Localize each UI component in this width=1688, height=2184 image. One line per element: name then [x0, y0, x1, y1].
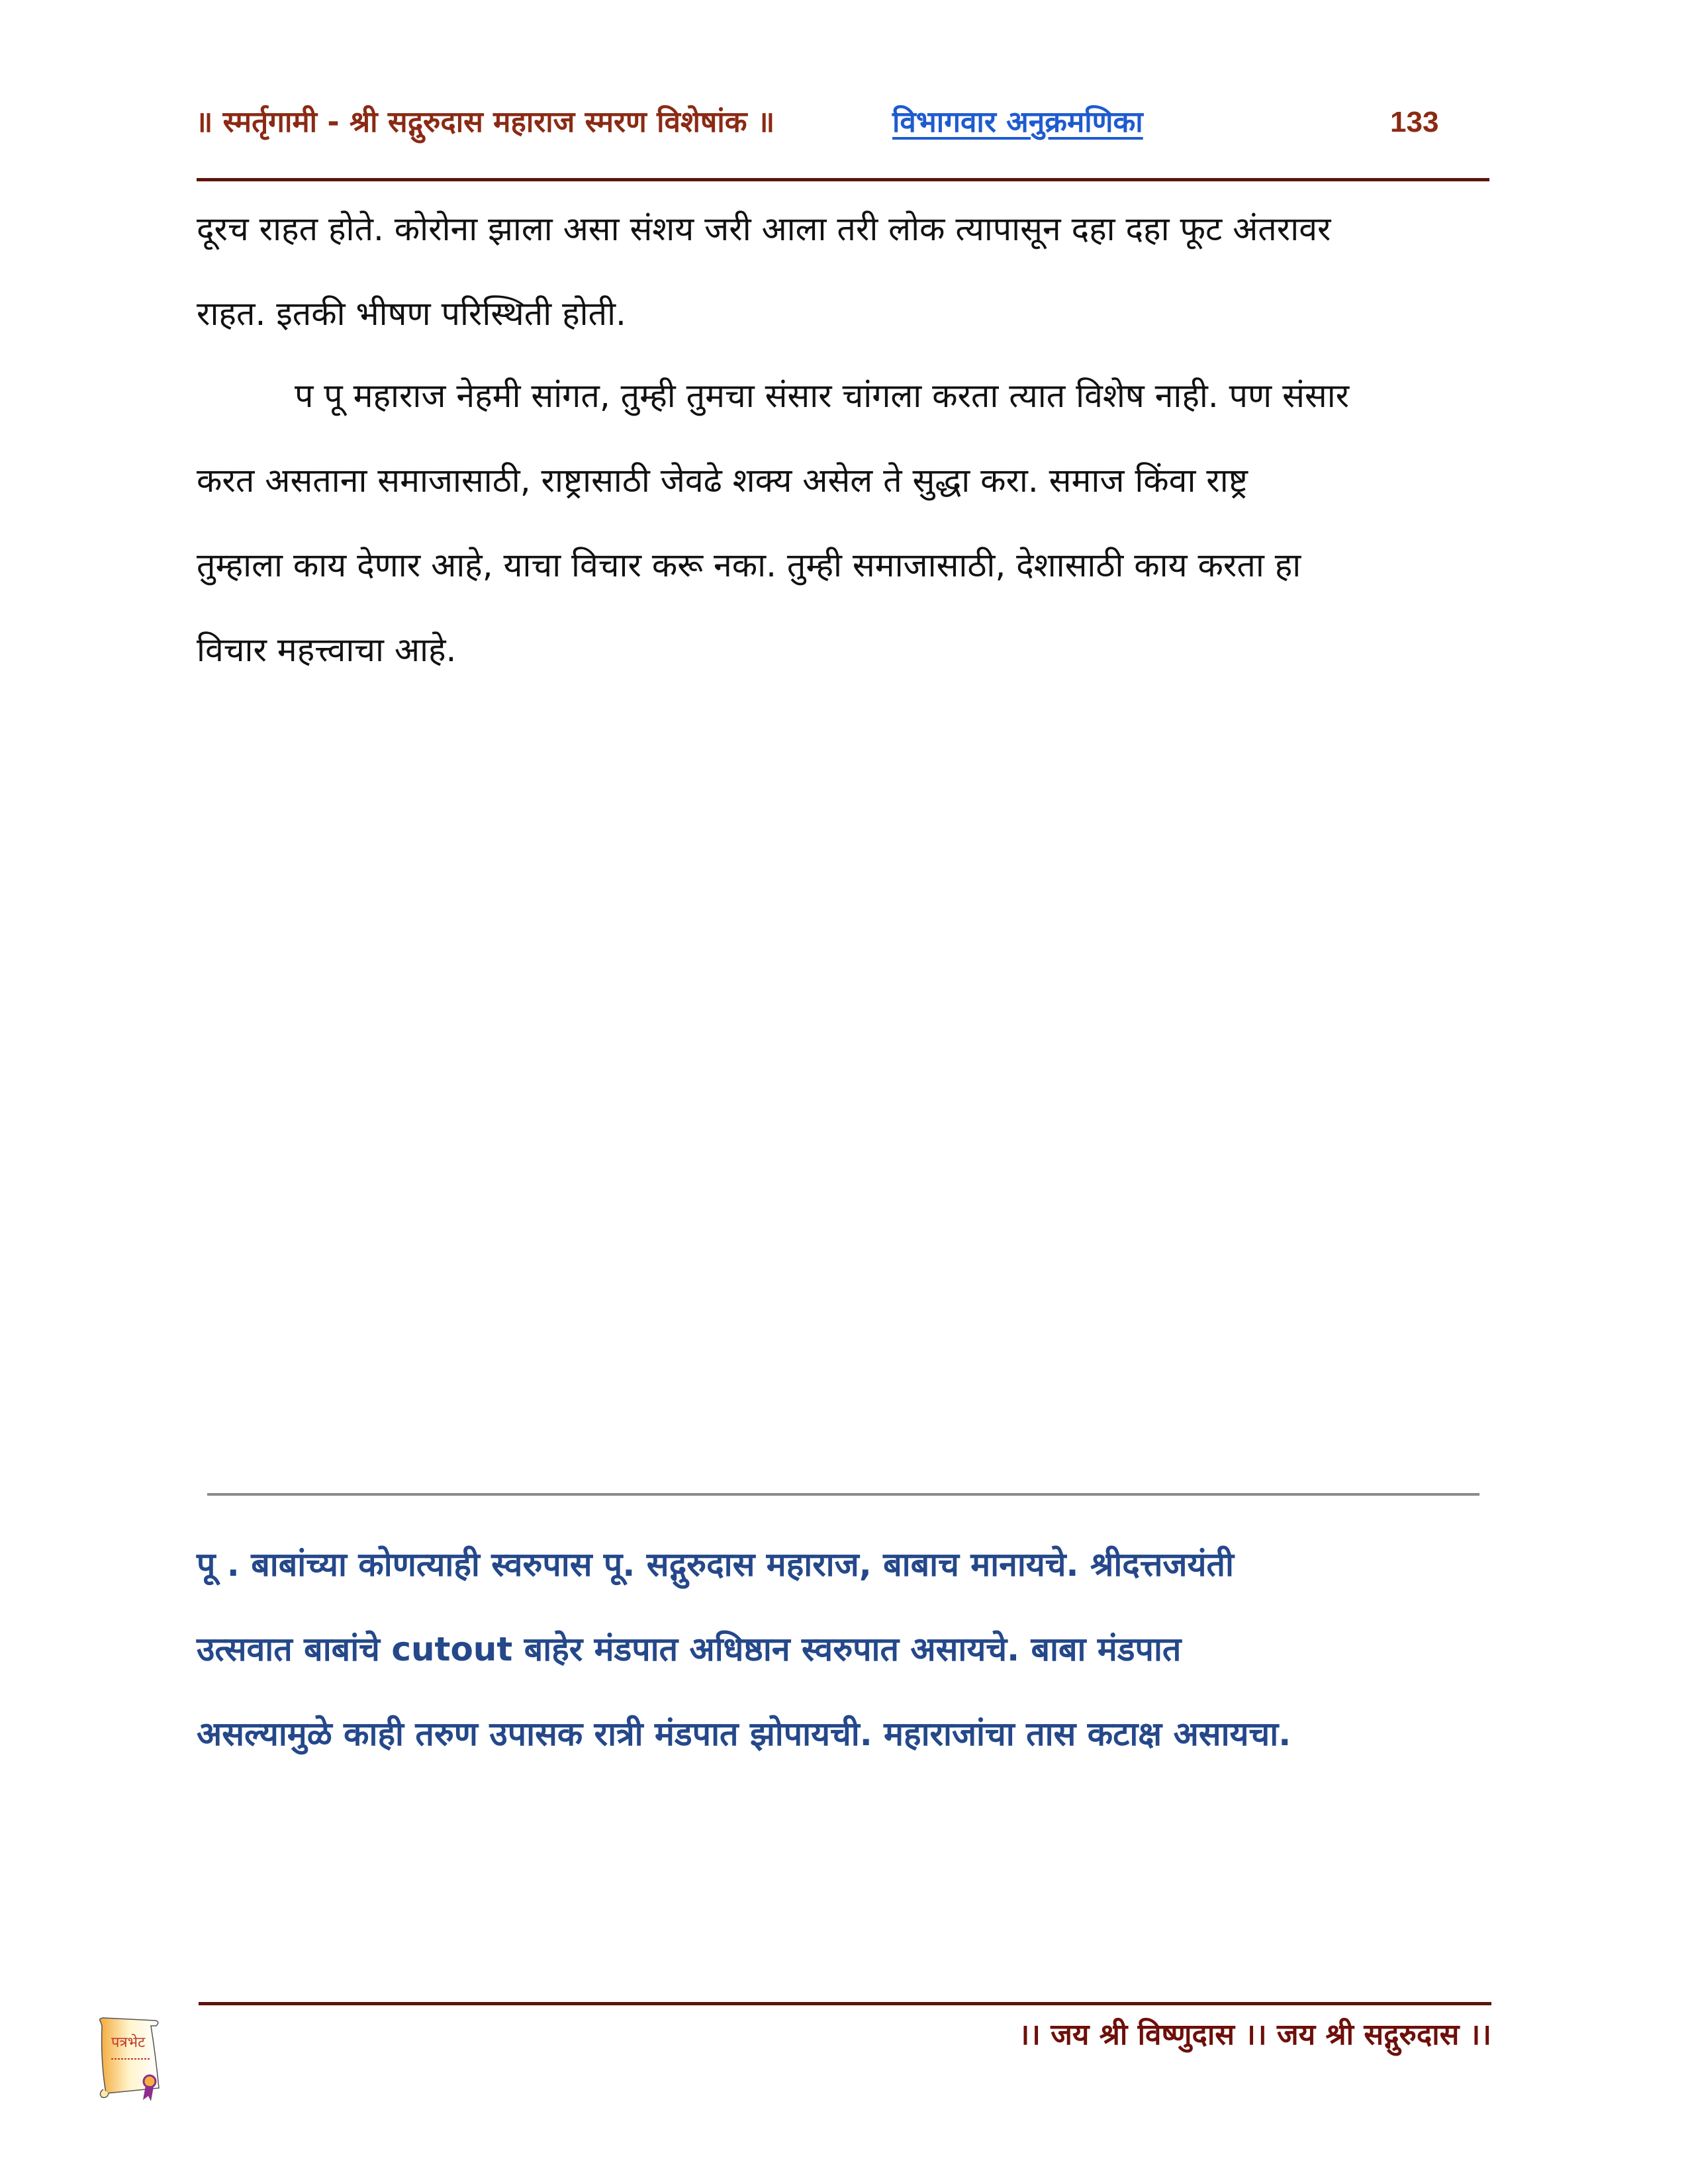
section-index-link[interactable]: विभागवार अनुक्रमणिका [892, 105, 1143, 139]
body-line: दूरच राहत होते. कोरोना झाला असा संशय जरी आला तरी लोक त्यापासून दहा दहा फूट अंतरावर [197, 210, 1331, 248]
body-line: करत असताना समाजासाठी, राष्ट्रासाठी जेवढे शक्य असेल ते सुद्धा करा. समाज किंवा राष्ट्र [197, 461, 1248, 500]
page-header-title: ॥ स्मर्तृगामी - श्री सद्गुरुदास महाराज स्मरण विशेषांक ॥ [195, 105, 775, 139]
patrabhet-logo [93, 2015, 165, 2105]
body-paragraph-2 [197, 353, 1494, 692]
callout-divider [207, 1493, 1479, 1496]
body-line: राहत. इतकी भीषण परिस्थिती होती. [197, 295, 626, 333]
body-paragraph-1 [197, 187, 1494, 356]
callout-line: असल्यामुळे काही तरुण उपासक रात्री मंडपात झोपायची. महाराजांचा तास कटाक्ष असायचा. [197, 1715, 1291, 1753]
body-line: प पू महाराज नेहमी सांगत, तुम्ही तुमचा संसार चांगला करता त्यात विशेष नाही. पण संसार [295, 377, 1350, 415]
callout-line: उत्सवात बाबांचे cutout बाहेर मंडपात अधिष्ठान स्वरुपात असायचे. बाबा मंडपात [197, 1630, 1182, 1668]
callout-line: पू . बाबांच्या कोणत्याही स्वरुपास पू. सद्गुरुदास महाराज, बाबाच मानायचे. श्रीदत्तजयंती [197, 1545, 1234, 1584]
body-line: विचार महत्त्वाचा आहे. [197, 631, 457, 669]
callout-note [197, 1522, 1494, 1776]
body-line: तुम्हाला काय देणार आहे, याचा विचार करू नका. तुम्ही समाजासाठी, देशासाठी काय करता हा [197, 546, 1301, 584]
header-divider [197, 178, 1489, 181]
footer-salutation: ।। जय श्री विष्णुदास ।। जय श्री सद्गुरुदास ।। [1018, 2018, 1491, 2052]
page-number: 133 [1390, 106, 1439, 138]
logo-text: पत्रभेट [111, 2034, 146, 2051]
footer-divider [199, 2002, 1491, 2005]
scroll-ribbon-icon [93, 2015, 165, 2105]
